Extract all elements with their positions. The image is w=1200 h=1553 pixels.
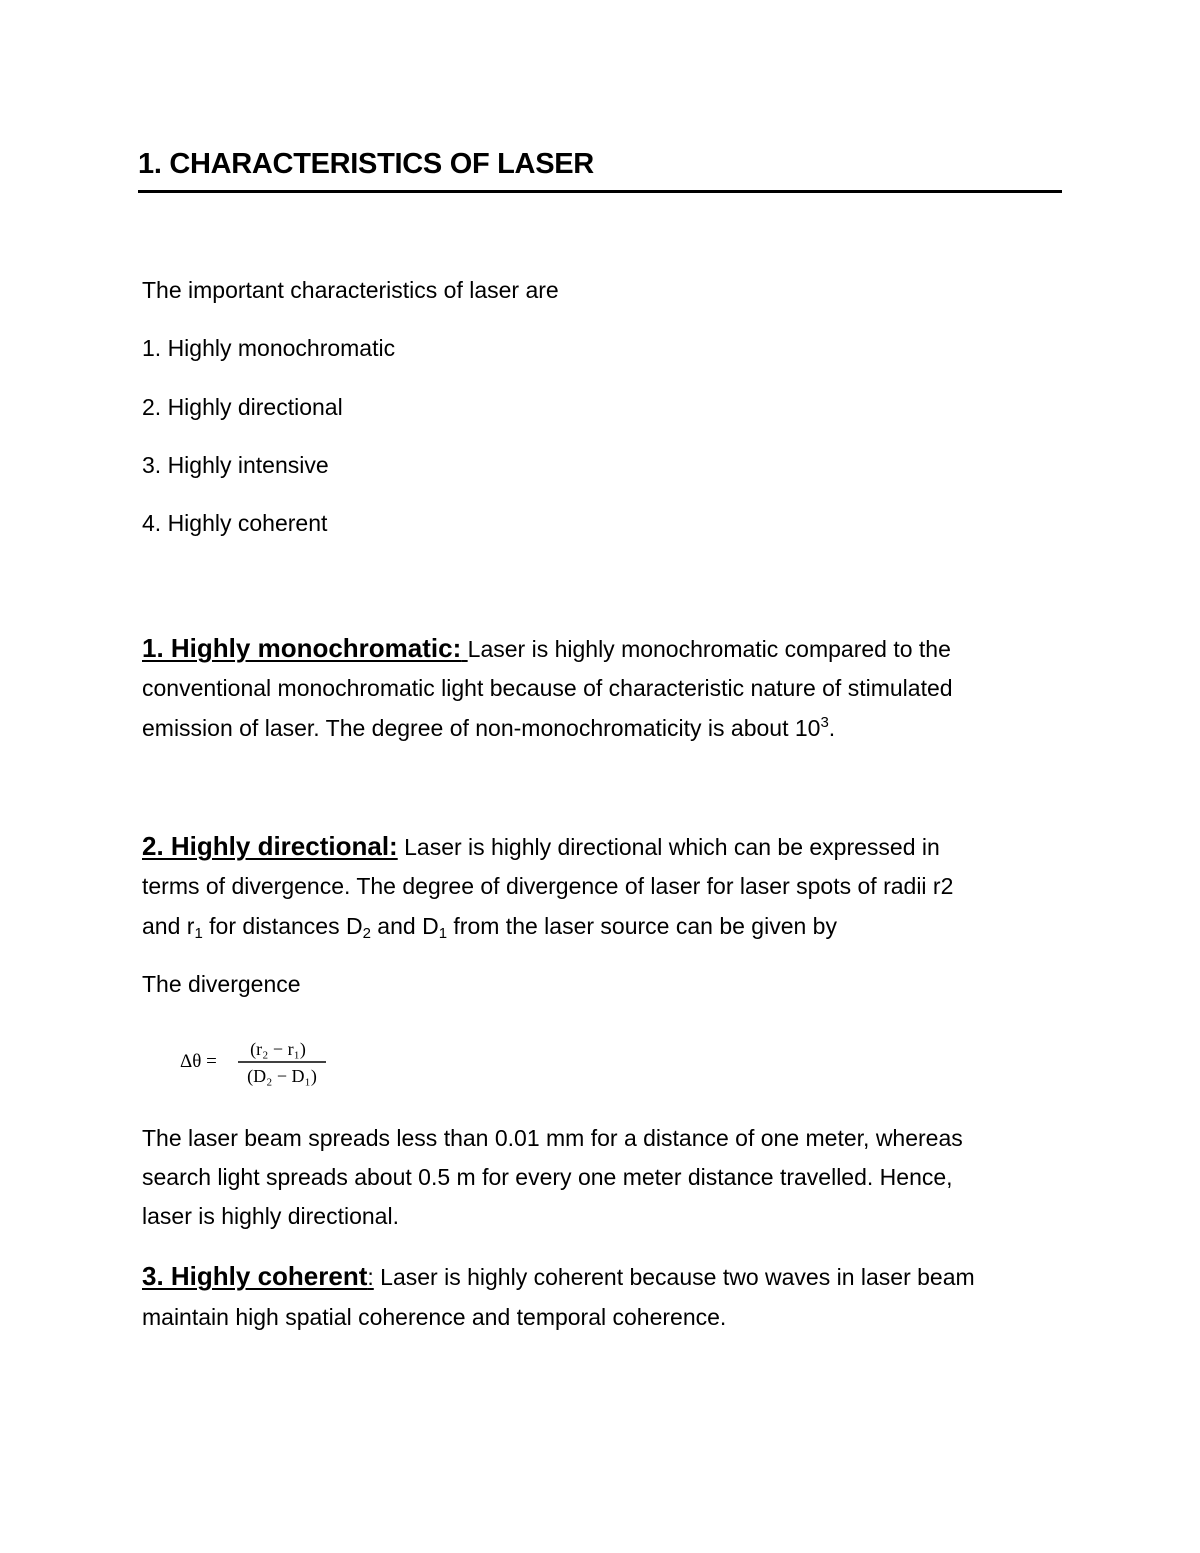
dir-line3-b: for distances D [202,913,363,939]
dir-line3-c: and D [370,913,439,939]
mono-line1-text: Laser is highly monochromatic compared to the [467,636,951,662]
mono-line-3 [142,708,1062,748]
mono-line3-end: . [828,715,836,741]
divergence-formula [180,1036,340,1092]
dir-line-2: terms of divergence. The degree of divergence of laser for laser spots of radii r2 [142,873,954,899]
coh-heading-colon: : [367,1264,374,1290]
coh-heading: 3. Highly coherent [142,1261,368,1291]
dir-sub-d2: 2 [362,925,371,942]
intro-text: The important characteristics of laser are [142,277,559,303]
coh-line1-text: Laser is highly coherent because two waves in laser beam [380,1264,975,1290]
formula-lhs: Δθ = [180,1051,217,1072]
formula-denominator: (D₂ − D₁) [247,1066,317,1086]
dir-line3-d: from the laser source can be given by [447,913,837,939]
dir-para2-line-2: search light spreads about 0.5 m for every one meter distance travelled. Hence, [142,1164,953,1190]
dir-para2-line-1: The laser beam spreads less than 0.01 mm for a distance of one meter, whereas [142,1125,963,1151]
dir-sub-d1: 1 [438,925,448,942]
list-item-2: 2. Highly directional [142,394,343,420]
dir-line-1 [142,826,1062,867]
formula-svg [180,1036,340,1092]
mono-line-2: conventional monochromatic light because of characteristic nature of stimulated [142,675,953,701]
dir-line1-text: Laser is highly directional which can be expressed in [404,834,940,860]
dir-heading: 2. Highly directional: [142,831,398,861]
page-title: 1. CHARACTERISTICS OF LASER [138,148,594,180]
title-underline [138,190,1062,193]
list-item-4: 4. Highly coherent [142,510,328,536]
dir-sub-r1: 1 [194,925,203,942]
coh-line-1 [142,1256,1062,1297]
coh-line-2: maintain high spatial coherence and temporal coherence. [142,1304,727,1330]
mono-exponent: 3 [820,714,829,731]
title-block [138,140,1062,193]
mono-line-1 [142,628,1062,669]
list-item-3: 3. Highly intensive [142,452,329,478]
dir-line-3 [142,906,1062,946]
formula-numerator: (r₂ − r₁) [250,1039,306,1059]
mono-heading: 1. Highly monochromatic: [142,633,462,663]
divergence-label: The divergence [142,971,301,997]
mono-line3-text: emission of laser. The degree of non-monochromaticity is about 10 [142,715,821,741]
list-item-1: 1. Highly monochromatic [142,335,396,361]
dir-para2-line-3: laser is highly directional. [142,1203,399,1229]
dir-line3-a: and r [142,913,195,939]
